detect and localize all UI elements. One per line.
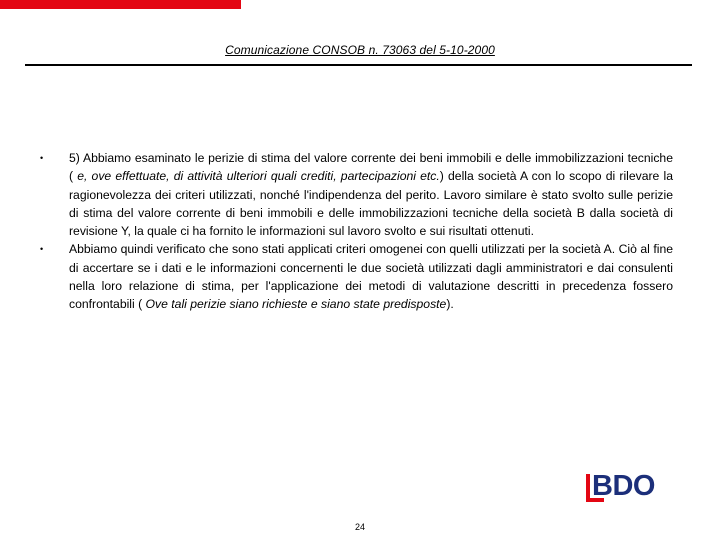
slide-title: Comunicazione CONSOB n. 73063 del 5-10-2000 [225,43,495,57]
bullet-item [40,240,673,313]
page-number: 24 [354,522,365,532]
title-divider [25,64,692,66]
bullet-list [40,149,673,314]
bullet-item [40,149,673,240]
top-accent-bar [0,0,241,9]
paragraph-text: ) della società A con lo scopo di rilevare la ragionevolezza dei criteri utilizzati, nonché l'indipendenza del perito. Lavoro similare è stato svolto sulle perizie di stima del valore corrente di beni immobili e delle immobilizzazioni tecniche della società B dalla società di revisione Y, la quale ci ha fornito le informazioni sul lavoro svolto e sui risultati ottenuti. [69,169,673,239]
paragraph-text: ). [446,297,454,312]
bdo-logo [584,472,668,502]
paragraph-text: Abbiamo quindi verificato che sono stati applicati criteri omogenei con quelli utilizzati per la società A. Ciò al fine di accertare se i dati e le informazioni concernenti le due società utilizzati dagli amministratori e dai consulenti nella loro relazione di stima, per l'applicazione dei metodi di valutazione descritti in precedenza fossero confrontabili ( [69,242,673,312]
paragraph-italic-text: Ove tali perizie siano richieste e siano state predisposte [145,297,447,312]
paragraph-text: 5) Abbiamo esaminato le perizie di stima del valore corrente dei beni immobili e delle immobilizzazioni tecniche ( [69,151,673,184]
bullet-icon: • [40,244,44,255]
paragraph-italic-text: e, ove effettuate, di attività ulteriori quali crediti, partecipazioni etc. [77,169,440,184]
bullet-icon: • [40,153,44,163]
logo-text: BDO [592,470,655,502]
